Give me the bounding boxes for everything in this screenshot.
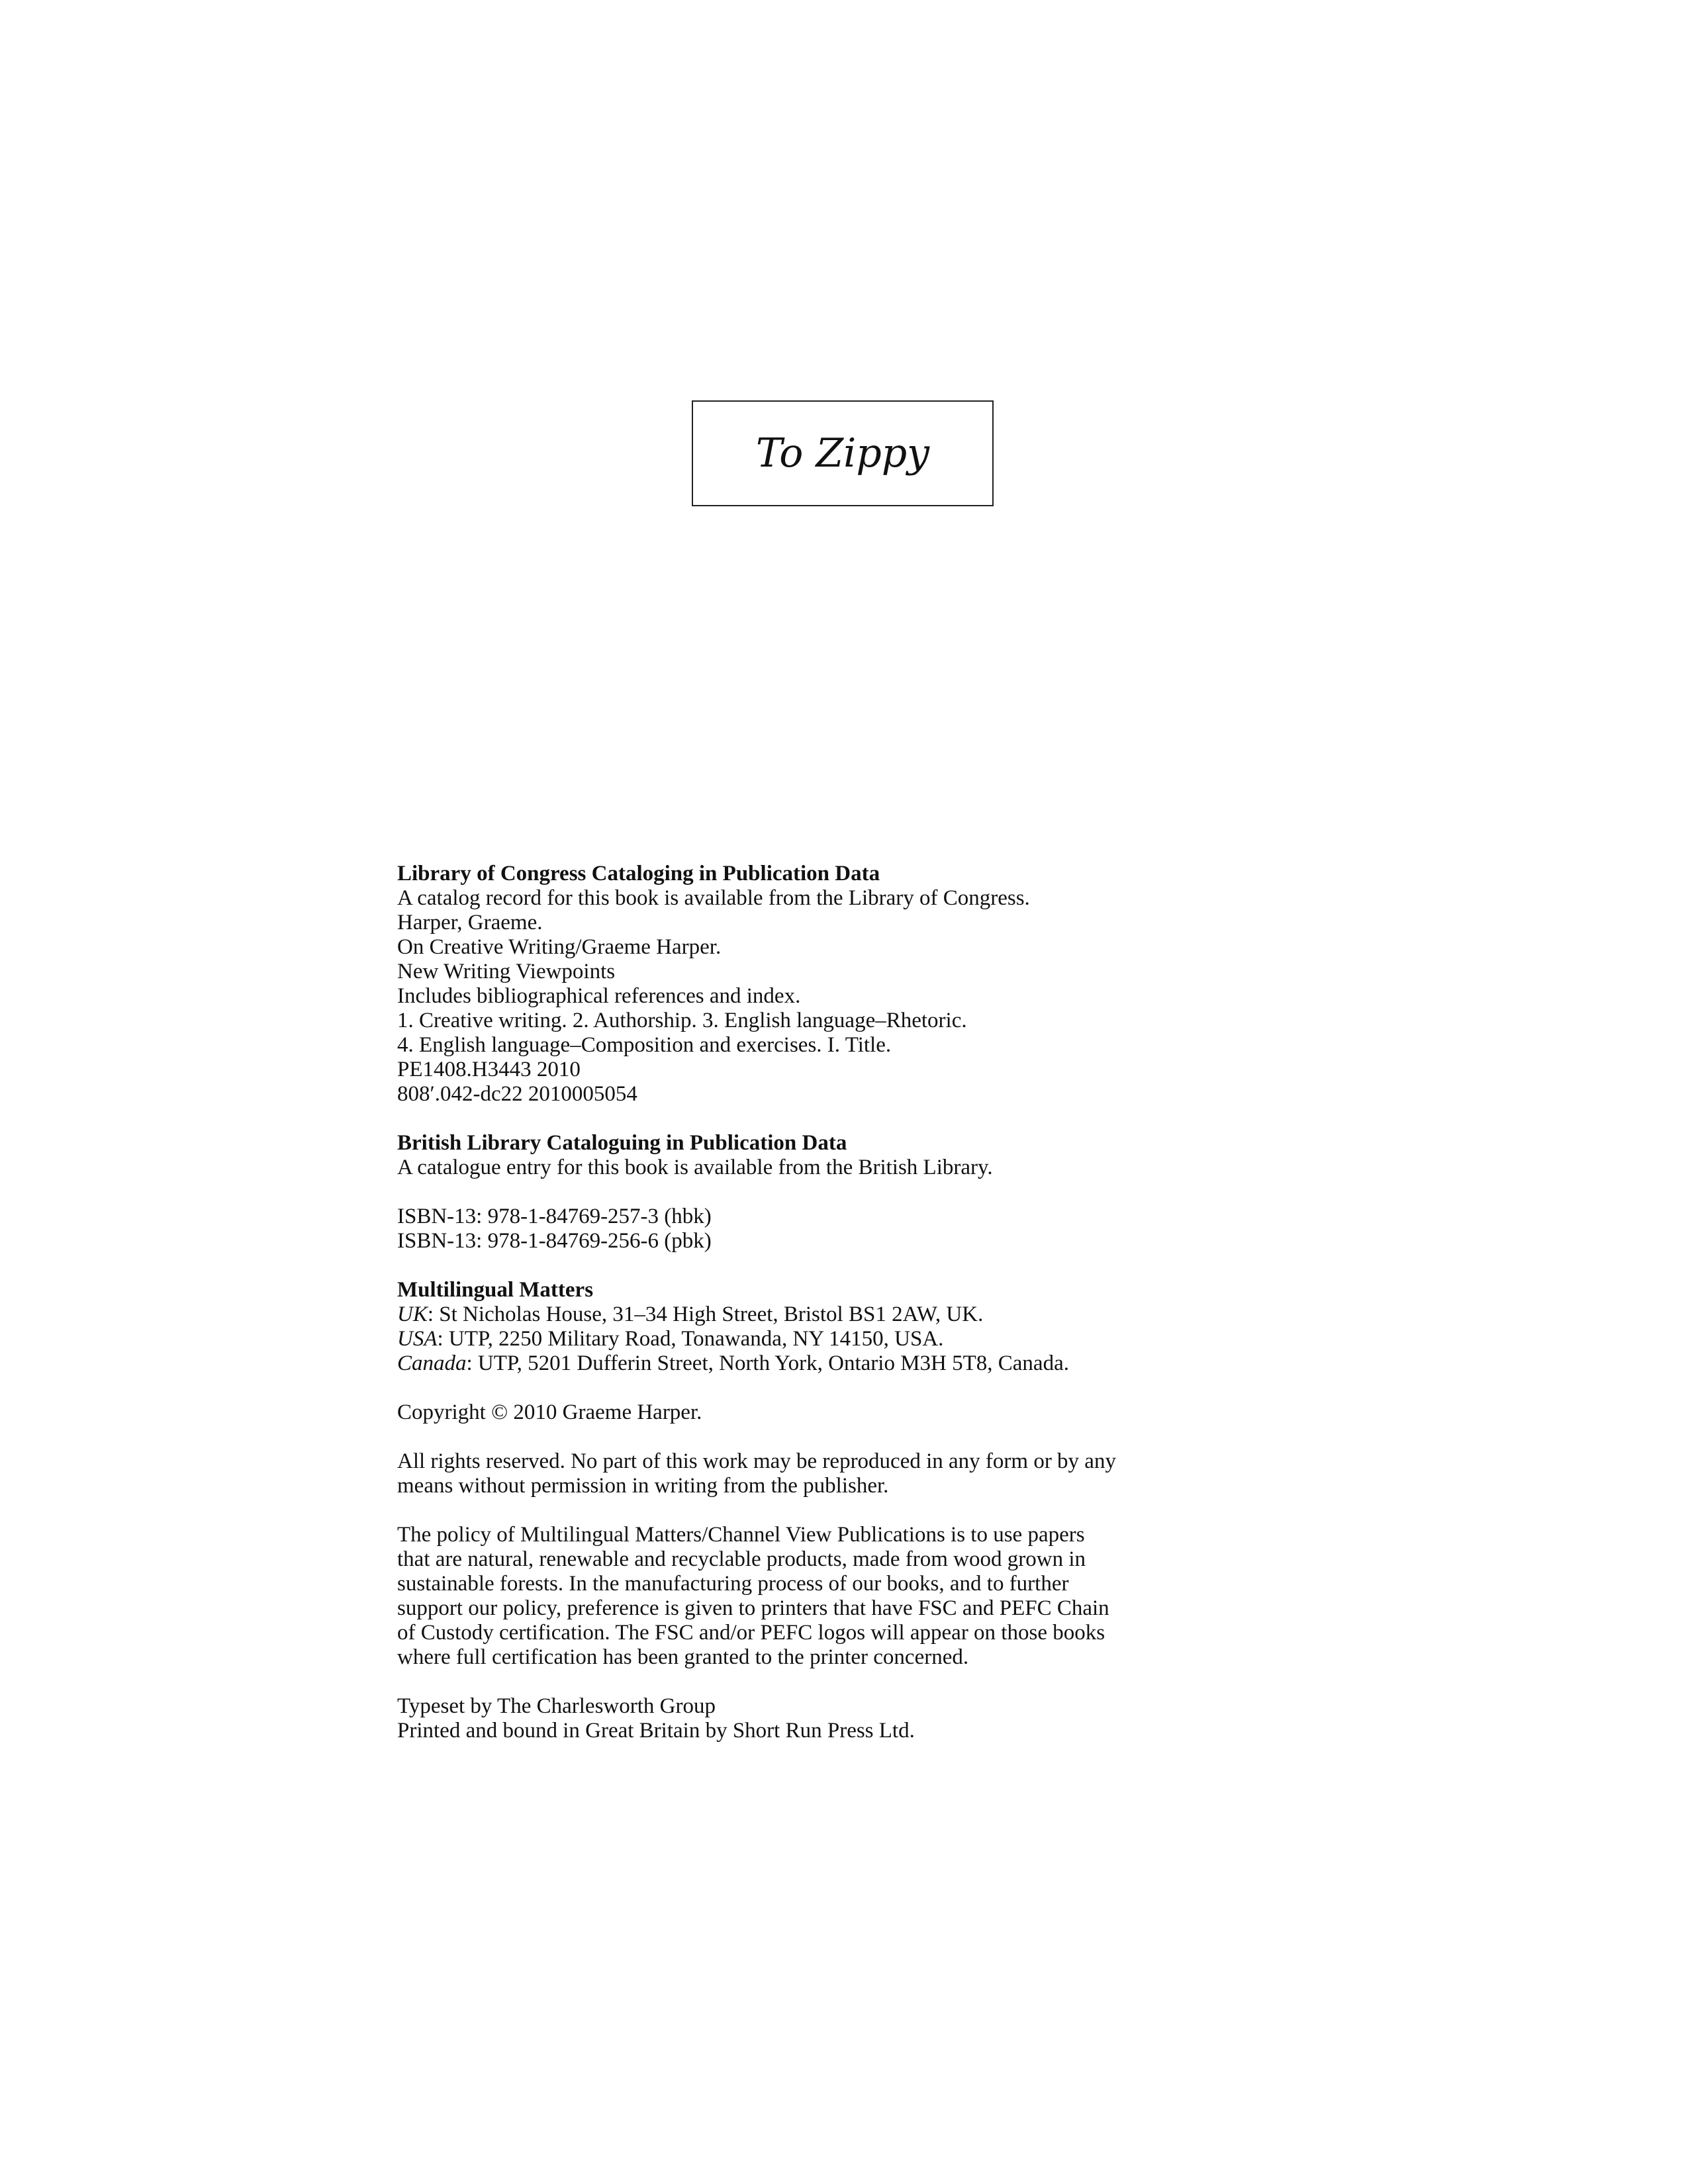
printer-credit: Printed and bound in Great Britain by Short Run Press Ltd. [397, 1719, 915, 1743]
policy-line: support our policy, preference is given to printers that have FSC and PEFC Chain [397, 1596, 1109, 1620]
copyright-line: Copyright © 2010 Graeme Harper. [397, 1400, 702, 1424]
loc-cip-line: Includes bibliographical references and index. [397, 984, 801, 1008]
country-label-canada: Canada [397, 1351, 467, 1375]
policy-line: that are natural, renewable and recyclable products, made from wood grown in [397, 1547, 1086, 1571]
publisher-block [397, 1278, 1350, 1376]
loc-cip-heading: Library of Congress Cataloging in Publication Data [397, 862, 880, 886]
rights-line: means without permission in writing from the publisher. [397, 1474, 889, 1498]
rights-line: All rights reserved. No part of this work may be reproduced in any form or by any [397, 1449, 1116, 1473]
policy-line: of Custody certification. The FSC and/or PEFC logos will appear on those books [397, 1621, 1105, 1645]
isbn-pbk: ISBN-13: 978-1-84769-256-6 (pbk) [397, 1229, 712, 1253]
bl-cip-line: A catalogue entry for this book is available from the British Library. [397, 1156, 993, 1179]
dedication-box [692, 400, 994, 506]
paper-policy-paragraph [397, 1523, 1350, 1670]
isbn-hbk: ISBN-13: 978-1-84769-257-3 (hbk) [397, 1205, 712, 1228]
dedication-text: To Zippy [755, 430, 930, 477]
loc-cip-block [397, 862, 1350, 1107]
isbn-block [397, 1205, 1350, 1253]
bl-cip-block [397, 1131, 1350, 1180]
copyright-notice [397, 1400, 1350, 1425]
loc-cip-line: PE1408.H3443 2010 [397, 1058, 581, 1081]
publisher-address-canada: Canada: UTP, 5201 Dufferin Street, North York, Ontario M3H 5T8, Canada. [397, 1351, 1069, 1375]
rights-paragraph [397, 1449, 1350, 1498]
loc-cip-line: New Writing Viewpoints [397, 960, 616, 983]
typeset-credit: Typeset by The Charlesworth Group [397, 1694, 716, 1718]
publisher-address-usa: USA: UTP, 2250 Military Road, Tonawanda, NY 14150, USA. [397, 1327, 944, 1351]
publisher-address-uk: UK: St Nicholas House, 31–34 High Street, Bristol BS1 2AW, UK. [397, 1302, 984, 1326]
loc-cip-line: Harper, Graeme. [397, 911, 543, 934]
policy-line: sustainable forests. In the manufacturing process of our books, and to further [397, 1572, 1069, 1596]
loc-cip-line: A catalog record for this book is available from the Library of Congress. [397, 886, 1030, 910]
production-credits [397, 1694, 1350, 1743]
country-label-usa: USA [397, 1327, 438, 1351]
publisher-name: Multilingual Matters [397, 1278, 594, 1302]
loc-cip-line: 4. English language–Composition and exercises. I. Title. [397, 1033, 892, 1057]
country-label-uk: UK [397, 1302, 428, 1326]
bl-cip-heading: British Library Cataloguing in Publication Data [397, 1131, 847, 1155]
loc-cip-line: On Creative Writing/Graeme Harper. [397, 935, 722, 959]
loc-cip-line: 808′.042-dc22 2010005054 [397, 1082, 637, 1106]
loc-cip-line: 1. Creative writing. 2. Authorship. 3. English language–Rhetoric. [397, 1009, 967, 1032]
policy-line: where full certification has been granted to the printer concerned. [397, 1645, 969, 1669]
policy-line: The policy of Multilingual Matters/Channel View Publications is to use papers [397, 1523, 1085, 1547]
copyright-page [397, 862, 1350, 1743]
